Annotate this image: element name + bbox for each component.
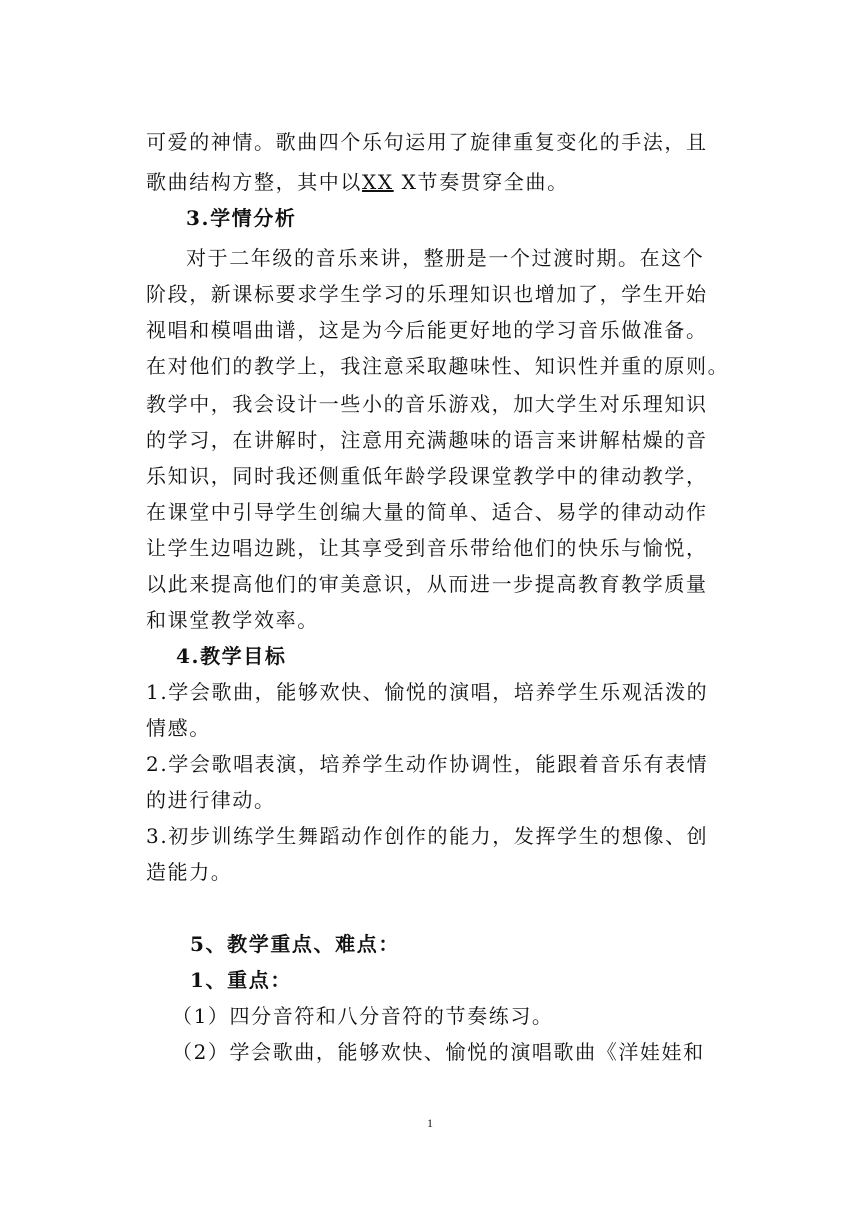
goal-line: 造能力。 xyxy=(146,860,233,884)
goal-line: 1.学会歌曲，能够欢快、愉悦的演唱，培养学生乐观活泼的 xyxy=(146,680,709,704)
paragraph-line: 可爱的神情。歌曲四个乐句运用了旋律重复变化的手法，且 xyxy=(146,130,708,154)
section-heading-key-points: 5、教学重点、难点： xyxy=(190,932,400,956)
paragraph-line: 教学中，我会设计一些小的音乐游戏，加大学生对乐理知识 xyxy=(146,392,708,416)
paragraph-line: 阶段，新课标要求学生学习的乐理知识也增加了，学生开始 xyxy=(146,282,708,306)
goal-line: 情感。 xyxy=(146,716,211,740)
page-number: 1 xyxy=(427,1116,433,1130)
goal-line: 3.初步训练学生舞蹈动作创作的能力，发挥学生的想像、创 xyxy=(146,824,709,848)
paragraph-line: 的学习，在讲解时，注意用充满趣味的语言来讲解枯燥的音 xyxy=(146,428,708,452)
sub-heading-key-point: 1、重点： xyxy=(190,968,292,992)
paragraph-line: 乐知识，同时我还侧重低年龄学段课堂教学中的律动教学， xyxy=(146,464,708,488)
paragraph-line: 视唱和模唱曲谱，这是为今后能更好地的学习音乐做准备。 xyxy=(146,318,708,342)
underlined-rhythm: XX xyxy=(362,170,394,194)
goal-line: 的进行律动。 xyxy=(146,788,276,812)
paragraph-line: 让学生边唱边跳，让其享受到音乐带给他们的快乐与愉悦， xyxy=(146,536,708,560)
paragraph-line: 和课堂教学效率。 xyxy=(146,608,319,632)
paragraph-line: 对于二年级的音乐来讲，整册是一个过渡时期。在这个 xyxy=(186,246,705,270)
section-heading-teaching-goals: 4.教学目标 xyxy=(176,644,287,668)
text-segment: 歌曲结构方整，其中以 xyxy=(146,170,362,194)
paragraph-line-rhythm xyxy=(146,168,746,196)
paragraph-line: 在对他们的教学上，我注意采取趣味性、知识性并重的原则。 xyxy=(146,354,730,378)
text-segment: X节奏贯穿全曲。 xyxy=(393,170,569,194)
key-point-item: （2）学会歌曲，能够欢快、愉悦的演唱歌曲《洋娃娃和 xyxy=(172,1040,705,1064)
key-point-item: （1）四分音符和八分音符的节奏练习。 xyxy=(172,1004,554,1028)
goal-line: 2.学会歌唱表演，培养学生动作协调性，能跟着音乐有表情 xyxy=(146,752,709,776)
paragraph-line: 以此来提高他们的审美意识，从而进一步提高教育教学质量 xyxy=(146,572,708,596)
section-heading-learning-analysis: 3.学情分析 xyxy=(186,206,297,230)
paragraph-line: 在课堂中引导学生创编大量的简单、适合、易学的律动动作 xyxy=(146,500,708,524)
